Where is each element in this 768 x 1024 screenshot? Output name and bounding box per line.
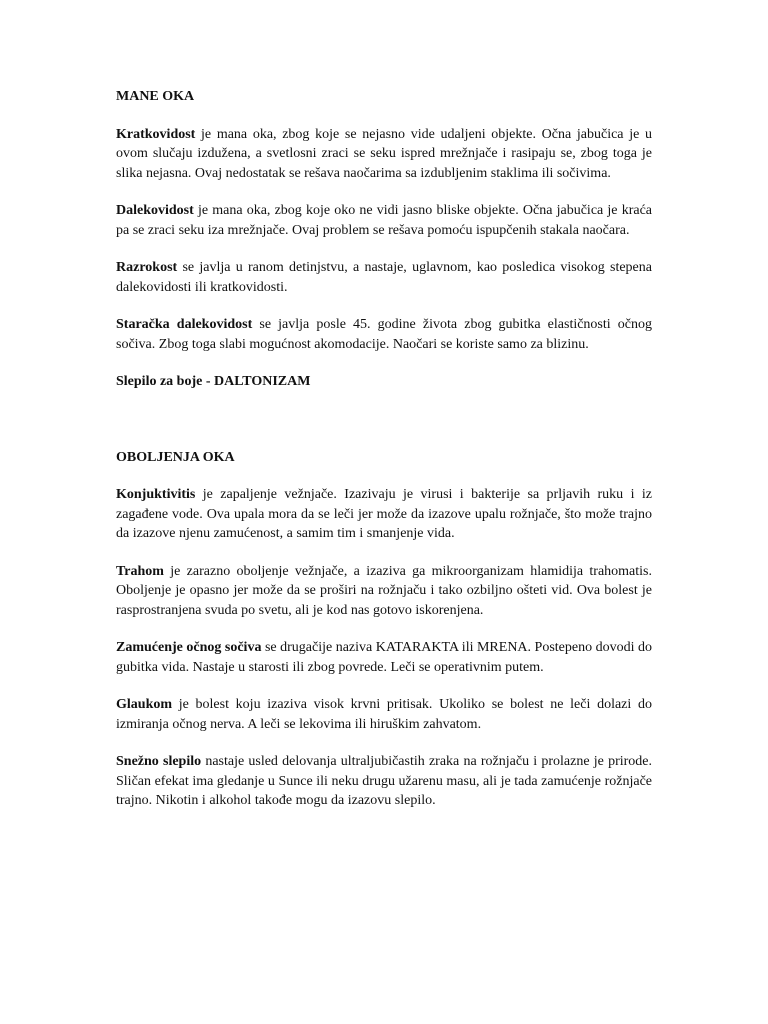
section-title-mane-oka: MANE OKA — [116, 89, 195, 104]
paragraph-kratkovidost — [116, 125, 652, 184]
section-title-oboljenja-oka: OBOLJENJA OKA — [116, 449, 235, 465]
paragraph-staracka-dalekovidost — [116, 315, 652, 354]
paragraph-razrokost — [116, 258, 652, 297]
term-snezno-slepilo: Snežno slepilo — [116, 754, 202, 769]
term-trahom: Trahom — [116, 563, 164, 579]
term-konjuktivitis: Konjuktivitis — [116, 487, 196, 502]
paragraph-konjuktivitis — [116, 485, 652, 544]
term-glaukom: Glaukom — [116, 697, 173, 712]
paragraph-dalekovidost — [116, 201, 652, 240]
paragraph-glaukom — [116, 695, 652, 734]
text-zamucenje-ocnog-sociva: se drugačije naziva KATARAKTA ili MRENA. Postepeno dovodi do gubitka vida. Nastaje u starosti ili zbog povrede. Leči se operativnim putem. — [116, 640, 652, 675]
text-glaukom: je bolest koju izaziva visok krvni pritisak. Ukoliko se bolest ne leči dolazi do izmiranja očnog nerva. A leči se lekovima ili hiruškim zahvatom. — [116, 697, 652, 732]
term-zamucenje-ocnog-sociva: Zamućenje očnog sočiva — [116, 640, 262, 655]
paragraph-trahom — [116, 562, 652, 621]
document-page — [116, 87, 652, 811]
daltonizam-line: Slepilo za boje - DALTONIZAM — [116, 374, 311, 389]
paragraph-zamucenje-ocnog-sociva — [116, 638, 652, 677]
term-dalekovidost: Dalekovidost — [116, 203, 194, 218]
text-razrokost: se javlja u ranom detinjstvu, a nastaje, uglavnom, kao posledica visokog stepena dalekovidosti ili kratkovidosti. — [116, 260, 652, 295]
term-razrokost: Razrokost — [116, 260, 178, 275]
text-snezno-slepilo: nastaje usled delovanja ultraljubičastih zraka na rožnjaču i prolazne je prirode. Sličan efekat ima gledanje u Sunce ili neku drugu užarenu masu, ali je tada zamućenje rožnjače trajno. Nikotin i alkohol takođe mogu da izazovu slepilo. — [116, 754, 652, 808]
text-trahom: je zarazno oboljenje vežnjače, a izaziva ga mikroorganizam hlamidija trahomatis. Oboljenje je opasno jer može da se proširi na rožnjaču i tako ozbiljno ošteti vid. Ova bolest je rasprostranjena svuda po svetu, ali je kod nas gotovo iskorenjena. — [116, 563, 652, 618]
text-konjuktivitis: je zapaljenje vežnjače. Izazivaju je virusi i bakterije sa prljavih ruku i iz zagađene vode. Ova upala mora da se leči jer može da izazove upalu rožnjače, što može trajno da izazove njenu zamućenost, a samim tim i smanjenje vida. — [116, 487, 652, 541]
text-kratkovidost: je mana oka, zbog koje se nejasno vide udaljeni objekte. Očna jabučica je u ovom slučaju izdužena, a svetlosni zraci se seku ispred mrežnjače i rasipaju se, zbog toga je slika nejasna. Ovaj nedostatak se rešava naočarima sa izdubljenim staklima ili sočivima. — [116, 126, 652, 181]
text-staracka-dalekovidost: se javlja posle 45. godine života zbog gubitka elastičnosti očnog sočiva. Zbog toga slabi mogućnost akomodacije. Naočari se koriste samo za blizinu. — [116, 317, 652, 352]
term-kratkovidost: Kratkovidost — [116, 126, 196, 142]
term-staracka-dalekovidost: Staračka dalekovidost — [116, 317, 253, 332]
text-dalekovidost: je mana oka, zbog koje oko ne vidi jasno bliske objekte. Očna jabučica je kraća pa se zraci seku iza mrežnjače. Ovaj problem se rešava pomoću ispupčenih stakala naočara. — [116, 203, 652, 238]
paragraph-snezno-slepilo — [116, 752, 652, 811]
